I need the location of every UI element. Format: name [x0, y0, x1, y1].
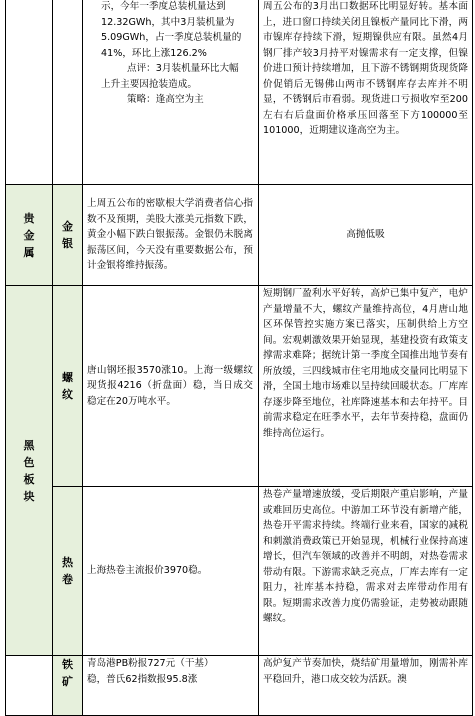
category-cell-empty: [6, 656, 53, 716]
hrc-analysis-text: 上海热卷主流报价3970稳。: [87, 565, 208, 577]
category-cell-empty: [6, 0, 53, 185]
iron-ore-strategy-cell: [259, 656, 473, 716]
rebar-strategy-cell: [259, 286, 473, 487]
iron-ore-line-1: 青岛港PB粉报727元（干基）: [87, 658, 214, 669]
sub-label: 铁矿: [62, 658, 73, 688]
sub-label: 螺纹: [62, 371, 73, 401]
nickel-line-1: 示，今年一季度总装机量达到: [101, 1, 226, 12]
hrc-row: [6, 487, 473, 656]
category-ferrous: [6, 286, 53, 656]
nickel-analysis-cell: [83, 0, 259, 185]
iron-ore-line-2: 稳，普氏62指数报95.8涨: [87, 673, 198, 685]
gold-silver-strategy-cell: [259, 185, 473, 286]
commodity-strategy-table: [5, 0, 473, 716]
gold-silver-analysis-text: 上周五公布的密歇根大学消费者信心指数不及预期，美股大涨美元指数下跌，黄金小幅下跌白银振荡。金银仍未脱离振荡区间，今天没有重要数据公布，预计金银将维持振荡。: [87, 198, 253, 272]
gold-silver-strategy-text: 高抛低吸: [346, 229, 385, 241]
sub-label: 金银: [62, 220, 73, 250]
hrc-strategy-text: 热卷产量增速放缓，受后期限产重启影响，产量或难回历史高位。中游加工环节没有新增产能，热卷开平需求持续。终端行业来看，国家的减税和刺激消费政策已开始显现，机械行业保持高速增长，但汽车领域的改善并不明朗，对热卷需求带动有限。下游需求缺乏亮点，厂库去库有一定阻力，社库基本持稳，需求对去库带动作用有限。短期需求改善力度仍需验证，走势被动跟随螺纹。: [263, 489, 468, 624]
sub-cell-empty: [53, 0, 83, 185]
sub-hrc: [53, 487, 83, 656]
iron-ore-strategy-text: 高炉复产节奏加快，烧结矿用量增加，刚需补库平稳回升，港口成交较为活跃。澳: [263, 658, 468, 685]
sub-rebar: [53, 286, 83, 487]
category-precious-metals: [6, 185, 53, 286]
sub-gold-silver: [53, 185, 83, 286]
precious-metals-row: [6, 185, 473, 286]
category-label: 黑色板块: [23, 438, 35, 503]
gold-silver-analysis-cell: [83, 185, 259, 286]
category-label: 贵金属: [23, 211, 35, 259]
rebar-analysis-text: 唐山钢坯报3570涨10。上海一级螺纹现货报4216（折盘面）稳，当日成交稳定在20万吨水平。: [87, 364, 253, 407]
nickel-line-3: 5.09GWh，占一季度总装机量的: [101, 32, 242, 43]
iron-ore-analysis-cell: [83, 656, 259, 716]
nickel-line-6: 上升主要因抢装造成。: [101, 78, 197, 90]
nickel-row: [6, 0, 473, 185]
nickel-line-5: 点评：3月装机量环比大幅: [127, 63, 239, 74]
iron-ore-row: [6, 656, 473, 716]
hrc-analysis-cell: [83, 487, 259, 656]
rebar-strategy-text: 短期钢厂盈利水平好转，高炉已集中复产，电炉产量增量不大，螺纹产量维持高位，4月唐山地区环保管控实施方案已落实，压制供给上方空间。宏观刺激效果开始显现，基建投资有政策支撑需求难降；据统计第一季度全国推出地节奏有所放缓，三四线城市住宅用地成交量同比明显下滑，全国土地市场难以呈持续回暖状态。厂库库存逐步降至地位，社库降速基本和去年持平。目前需求稳定在旺季水平，去年节奏持稳，盘面仍维持高位运行。: [263, 288, 468, 439]
rebar-row: [6, 286, 473, 487]
hrc-strategy-cell: [259, 487, 473, 656]
nickel-line-4: 41%，环比上涨126.2%: [101, 47, 207, 59]
nickel-strategy-cell: [259, 0, 473, 185]
sub-iron-ore: [53, 656, 83, 716]
nickel-line-7: 策略：逢高空为主: [127, 94, 204, 105]
nickel-line-2: 12.32GWh，其中3月装机量为: [101, 16, 235, 28]
nickel-strategy-text: 周五公布的3月出口数据环比明显好转。基本面上，进口窗口持续关闭且镍板产量同比下滑，两市镍库存持续下滑，短期镍供应有限。虽然4月钢厂排产较3月持平对镍需求有一定支撑，但镍价进口预计持续增加，且下游不锈钢期货现货降价促销后无锡佛山两市不锈钢库存去库并不明显，不锈钢后市看弱。现货进口亏损收窄至200左右右后盘面价格承压回落至下方100000至101000，近期建议逢高空为主。: [263, 1, 468, 136]
rebar-analysis-cell: [83, 286, 259, 487]
sub-label: 热卷: [62, 556, 73, 586]
